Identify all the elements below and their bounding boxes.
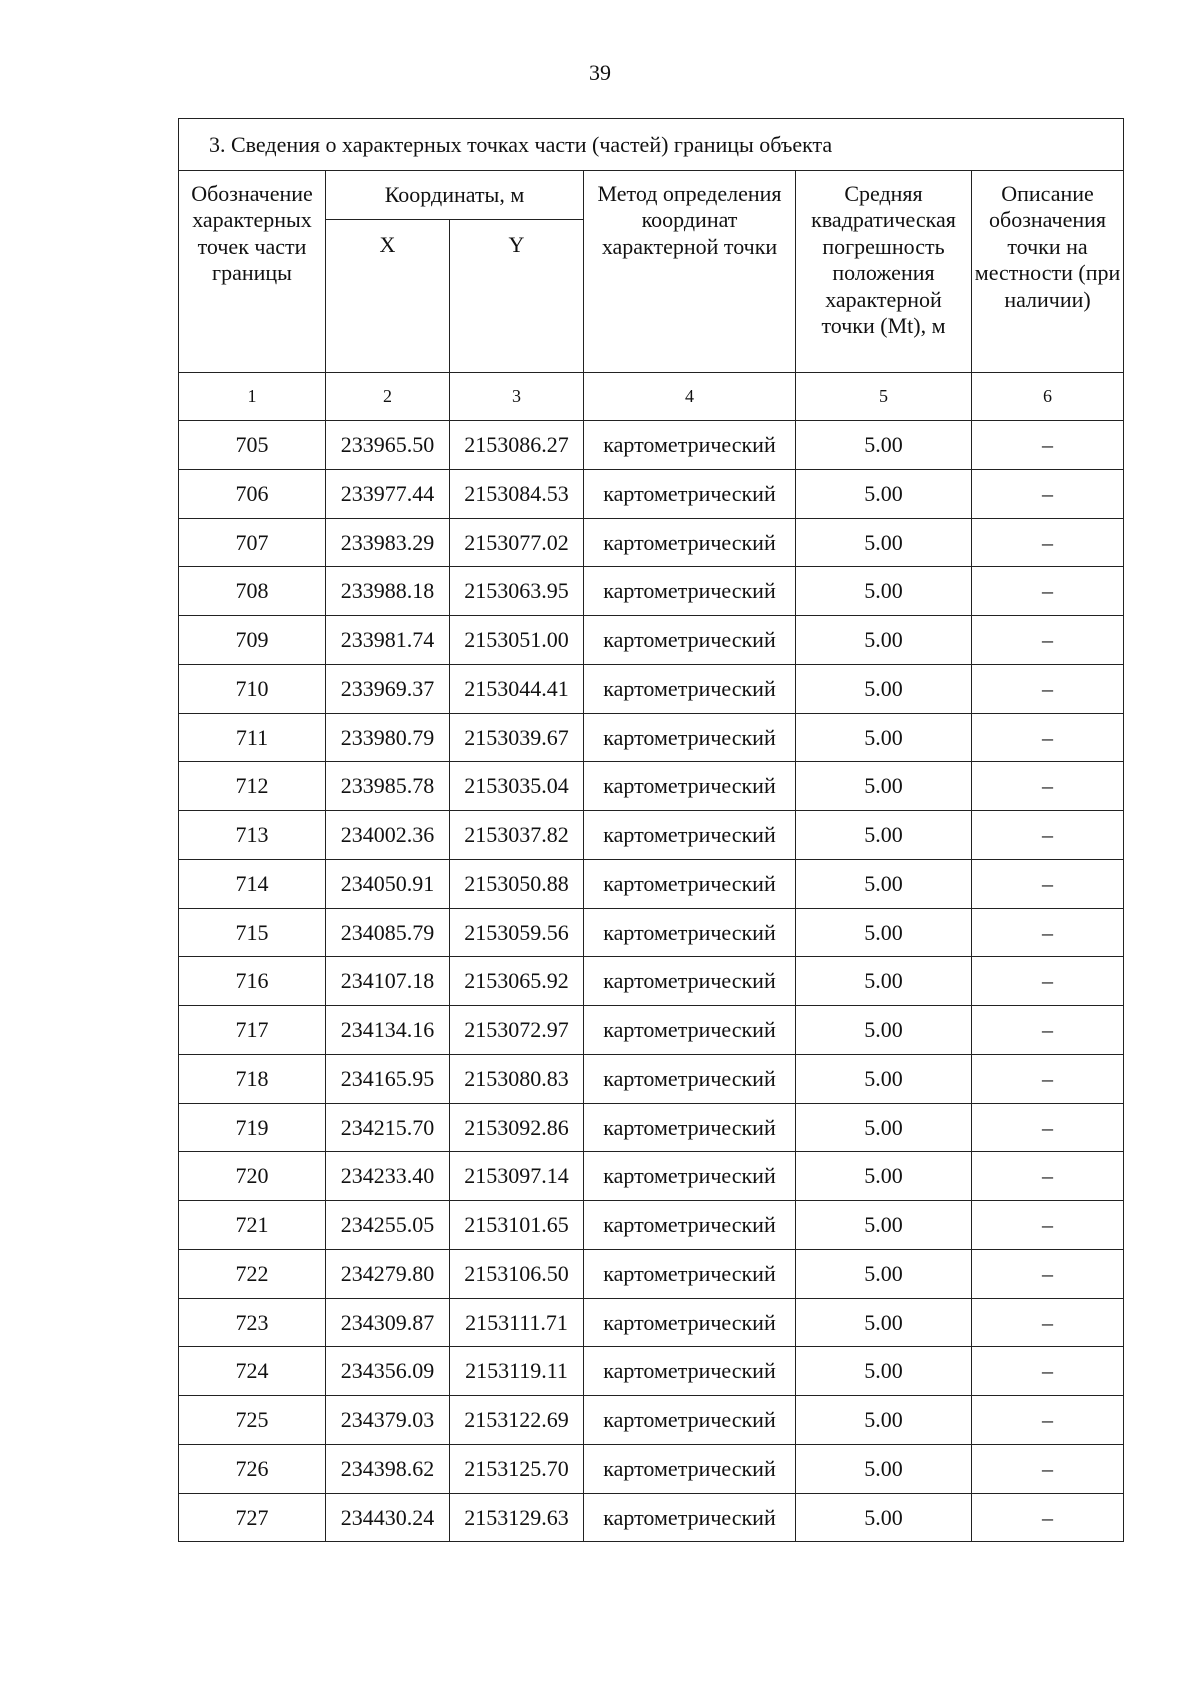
point-cell: 713: [179, 811, 326, 860]
method-cell: картометрический: [584, 1347, 796, 1396]
method-cell: картометрический: [584, 567, 796, 616]
column-number: 2: [326, 373, 450, 421]
mt-error-cell: 5.00: [796, 1298, 972, 1347]
x-coordinate-cell: 234134.16: [326, 1006, 450, 1055]
y-coordinate-cell: 2153044.41: [450, 664, 584, 713]
mt-error-cell: 5.00: [796, 811, 972, 860]
description-cell: –: [972, 713, 1124, 762]
point-cell: 727: [179, 1493, 326, 1542]
x-coordinate-cell: 233965.50: [326, 421, 450, 470]
x-coordinate-cell: 234279.80: [326, 1249, 450, 1298]
method-cell: картометрический: [584, 1493, 796, 1542]
description-cell: –: [972, 957, 1124, 1006]
x-coordinate-cell: 234430.24: [326, 1493, 450, 1542]
point-cell: 715: [179, 908, 326, 957]
mt-error-cell: 5.00: [796, 1054, 972, 1103]
header-y: Y: [450, 220, 584, 373]
description-cell: –: [972, 859, 1124, 908]
y-coordinate-cell: 2153125.70: [450, 1444, 584, 1493]
x-coordinate-cell: 233969.37: [326, 664, 450, 713]
header-x: X: [326, 220, 450, 373]
x-coordinate-cell: 234002.36: [326, 811, 450, 860]
method-cell: картометрический: [584, 957, 796, 1006]
header-description: Описание обозначения точки на местности (при наличии): [972, 171, 1124, 373]
description-cell: –: [972, 567, 1124, 616]
mt-error-cell: 5.00: [796, 1006, 972, 1055]
method-cell: картометрический: [584, 664, 796, 713]
y-coordinate-cell: 2153092.86: [450, 1103, 584, 1152]
mt-error-cell: 5.00: [796, 1249, 972, 1298]
mt-error-cell: 5.00: [796, 518, 972, 567]
header-coordinates: Координаты, м: [326, 171, 584, 220]
table-row: [179, 469, 1124, 518]
table-row: [179, 1396, 1124, 1445]
y-coordinate-cell: 2153119.11: [450, 1347, 584, 1396]
description-cell: –: [972, 1249, 1124, 1298]
table-row: [179, 811, 1124, 860]
method-cell: картометрический: [584, 616, 796, 665]
method-cell: картометрический: [584, 1054, 796, 1103]
description-cell: –: [972, 1493, 1124, 1542]
description-cell: –: [972, 616, 1124, 665]
y-coordinate-cell: 2153051.00: [450, 616, 584, 665]
table-row: [179, 518, 1124, 567]
x-coordinate-cell: 233985.78: [326, 762, 450, 811]
x-coordinate-cell: 234379.03: [326, 1396, 450, 1445]
section-title-row: [179, 119, 1124, 171]
x-coordinate-cell: 234165.95: [326, 1054, 450, 1103]
method-cell: картометрический: [584, 713, 796, 762]
table-row: [179, 1054, 1124, 1103]
x-coordinate-cell: 234215.70: [326, 1103, 450, 1152]
section-title: 3. Сведения о характерных точках части (частей) границы объекта: [179, 119, 1124, 171]
y-coordinate-cell: 2153039.67: [450, 713, 584, 762]
method-cell: картометрический: [584, 859, 796, 908]
x-coordinate-cell: 234255.05: [326, 1201, 450, 1250]
method-cell: картометрический: [584, 1396, 796, 1445]
y-coordinate-cell: 2153111.71: [450, 1298, 584, 1347]
x-coordinate-cell: 234107.18: [326, 957, 450, 1006]
point-cell: 706: [179, 469, 326, 518]
description-cell: –: [972, 1006, 1124, 1055]
point-cell: 708: [179, 567, 326, 616]
table-row: [179, 567, 1124, 616]
mt-error-cell: 5.00: [796, 1201, 972, 1250]
y-coordinate-cell: 2153065.92: [450, 957, 584, 1006]
point-cell: 705: [179, 421, 326, 470]
table-row: [179, 1298, 1124, 1347]
y-coordinate-cell: 2153035.04: [450, 762, 584, 811]
y-coordinate-cell: 2153080.83: [450, 1054, 584, 1103]
y-coordinate-cell: 2153106.50: [450, 1249, 584, 1298]
y-coordinate-cell: 2153084.53: [450, 469, 584, 518]
table-row: [179, 616, 1124, 665]
header-row-top: [179, 171, 1124, 220]
point-cell: 725: [179, 1396, 326, 1445]
y-coordinate-cell: 2153122.69: [450, 1396, 584, 1445]
x-coordinate-cell: 234085.79: [326, 908, 450, 957]
mt-error-cell: 5.00: [796, 421, 972, 470]
x-coordinate-cell: 234050.91: [326, 859, 450, 908]
table-row: [179, 1347, 1124, 1396]
point-cell: 712: [179, 762, 326, 811]
column-number: 5: [796, 373, 972, 421]
description-cell: –: [972, 1103, 1124, 1152]
description-cell: –: [972, 518, 1124, 567]
table-row: [179, 1249, 1124, 1298]
description-cell: –: [972, 1444, 1124, 1493]
point-cell: 707: [179, 518, 326, 567]
point-cell: 719: [179, 1103, 326, 1152]
y-coordinate-cell: 2153059.56: [450, 908, 584, 957]
method-cell: картометрический: [584, 1444, 796, 1493]
mt-error-cell: 5.00: [796, 908, 972, 957]
method-cell: картометрический: [584, 1152, 796, 1201]
point-cell: 721: [179, 1201, 326, 1250]
y-coordinate-cell: 2153077.02: [450, 518, 584, 567]
method-cell: картометрический: [584, 1249, 796, 1298]
method-cell: картометрический: [584, 811, 796, 860]
x-coordinate-cell: 233980.79: [326, 713, 450, 762]
y-coordinate-cell: 2153050.88: [450, 859, 584, 908]
table-row: [179, 1152, 1124, 1201]
table-body: [179, 119, 1124, 1542]
point-cell: 724: [179, 1347, 326, 1396]
description-cell: –: [972, 1152, 1124, 1201]
description-cell: –: [972, 664, 1124, 713]
table-row: [179, 1444, 1124, 1493]
description-cell: –: [972, 1298, 1124, 1347]
column-number: 3: [450, 373, 584, 421]
y-coordinate-cell: 2153037.82: [450, 811, 584, 860]
column-numbers-row: [179, 373, 1124, 421]
point-cell: 711: [179, 713, 326, 762]
header-method: Метод определения координат характерной точки: [584, 171, 796, 373]
y-coordinate-cell: 2153072.97: [450, 1006, 584, 1055]
table-row: [179, 664, 1124, 713]
point-cell: 709: [179, 616, 326, 665]
table-row: [179, 762, 1124, 811]
mt-error-cell: 5.00: [796, 957, 972, 1006]
point-cell: 718: [179, 1054, 326, 1103]
mt-error-cell: 5.00: [796, 1396, 972, 1445]
mt-error-cell: 5.00: [796, 762, 972, 811]
method-cell: картометрический: [584, 908, 796, 957]
x-coordinate-cell: 234233.40: [326, 1152, 450, 1201]
description-cell: –: [972, 1396, 1124, 1445]
table-row: [179, 421, 1124, 470]
y-coordinate-cell: 2153101.65: [450, 1201, 584, 1250]
point-cell: 726: [179, 1444, 326, 1493]
mt-error-cell: 5.00: [796, 1444, 972, 1493]
point-cell: 710: [179, 664, 326, 713]
method-cell: картометрический: [584, 1201, 796, 1250]
point-cell: 716: [179, 957, 326, 1006]
x-coordinate-cell: 233983.29: [326, 518, 450, 567]
mt-error-cell: 5.00: [796, 664, 972, 713]
x-coordinate-cell: 233977.44: [326, 469, 450, 518]
table-row: [179, 908, 1124, 957]
column-number: 1: [179, 373, 326, 421]
y-coordinate-cell: 2153129.63: [450, 1493, 584, 1542]
y-coordinate-cell: 2153063.95: [450, 567, 584, 616]
table-row: [179, 1493, 1124, 1542]
x-coordinate-cell: 234309.87: [326, 1298, 450, 1347]
point-cell: 720: [179, 1152, 326, 1201]
method-cell: картометрический: [584, 1103, 796, 1152]
method-cell: картометрический: [584, 1006, 796, 1055]
x-coordinate-cell: 233981.74: [326, 616, 450, 665]
mt-error-cell: 5.00: [796, 469, 972, 518]
point-cell: 723: [179, 1298, 326, 1347]
mt-error-cell: 5.00: [796, 567, 972, 616]
y-coordinate-cell: 2153097.14: [450, 1152, 584, 1201]
x-coordinate-cell: 234398.62: [326, 1444, 450, 1493]
description-cell: –: [972, 811, 1124, 860]
mt-error-cell: 5.00: [796, 1103, 972, 1152]
description-cell: –: [972, 421, 1124, 470]
column-number: 6: [972, 373, 1124, 421]
point-cell: 722: [179, 1249, 326, 1298]
mt-error-cell: 5.00: [796, 1152, 972, 1201]
description-cell: –: [972, 1347, 1124, 1396]
point-cell: 714: [179, 859, 326, 908]
description-cell: –: [972, 469, 1124, 518]
mt-error-cell: 5.00: [796, 859, 972, 908]
column-number: 4: [584, 373, 796, 421]
description-cell: –: [972, 908, 1124, 957]
table-row: [179, 859, 1124, 908]
header-designation: Обозначение характерных точек части границы: [179, 171, 326, 373]
description-cell: –: [972, 1201, 1124, 1250]
description-cell: –: [972, 762, 1124, 811]
characteristic-points-table: [178, 118, 1124, 1542]
table-row: [179, 1201, 1124, 1250]
page-number: 39: [589, 60, 611, 85]
table-row: [179, 1006, 1124, 1055]
method-cell: картометрический: [584, 762, 796, 811]
point-cell: 717: [179, 1006, 326, 1055]
mt-error-cell: 5.00: [796, 1347, 972, 1396]
x-coordinate-cell: 233988.18: [326, 567, 450, 616]
x-coordinate-cell: 234356.09: [326, 1347, 450, 1396]
description-cell: –: [972, 1054, 1124, 1103]
table-row: [179, 713, 1124, 762]
method-cell: картометрический: [584, 1298, 796, 1347]
table-row: [179, 957, 1124, 1006]
method-cell: картометрический: [584, 469, 796, 518]
mt-error-cell: 5.00: [796, 1493, 972, 1542]
header-error: Средняя квадратическая погрешность положения характерной точки (Mt), м: [796, 171, 972, 373]
method-cell: картометрический: [584, 421, 796, 470]
method-cell: картометрический: [584, 518, 796, 567]
table-row: [179, 1103, 1124, 1152]
mt-error-cell: 5.00: [796, 713, 972, 762]
y-coordinate-cell: 2153086.27: [450, 421, 584, 470]
mt-error-cell: 5.00: [796, 616, 972, 665]
